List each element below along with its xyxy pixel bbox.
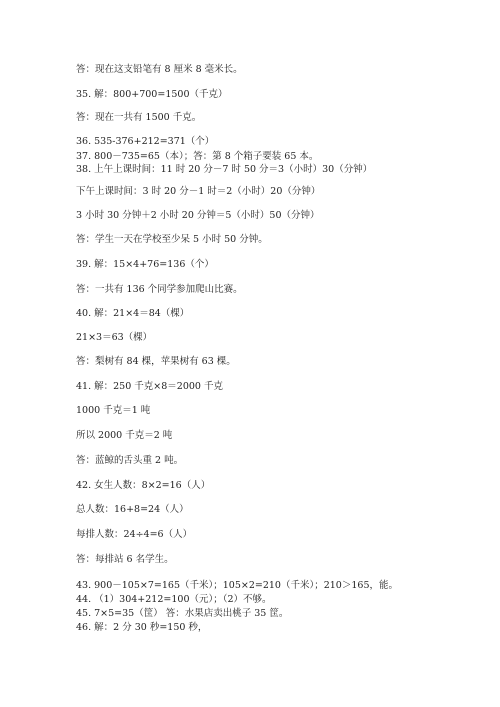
text-line: 44. （1）304+212=100（元）；（2）不够。 <box>76 594 272 605</box>
text-line: 3 小时 30 分钟＋2 小时 20 分钟＝5（小时）50（分钟） <box>76 210 320 221</box>
text-line: 45. 7×5=35（筐） 答：水果店卖出桃子 35 筐。 <box>76 608 289 619</box>
text-line: 答：现在一共有 1500 千克。 <box>76 112 202 123</box>
text-line: 答：蓝鲸的舌头重 2 吨。 <box>76 455 184 466</box>
text-line: 38. 上午上课时间：11 时 20 分－7 时 50 分＝3（小时）30（分钟） <box>76 164 373 175</box>
text-line: 36. 535-376+212=371（个） <box>76 136 215 147</box>
text-line: 42. 女生人数：8×2=16（人） <box>76 480 211 491</box>
text-line: 39. 解：15×4+76=136（个） <box>76 259 214 270</box>
text-line: 35. 解：800+700=1500（千克） <box>76 89 228 100</box>
text-line: 每排人数：24÷4=6（人） <box>76 529 193 540</box>
text-line: 答：梨树有 84 棵，苹果树有 63 棵。 <box>76 356 236 367</box>
text-line: 1000 千克＝1 吨 <box>76 405 151 416</box>
text-line: 43. 900－105×7=165（千米）；105×2=210（千米）；210＞165，能。 <box>76 580 398 591</box>
text-line: 答：一共有 136 个同学参加爬山比赛。 <box>76 284 243 295</box>
text-line: 40. 解：21×4＝84（棵） <box>76 308 190 319</box>
text-line: 答：现在这支铅笔有 8 厘米 8 毫米长。 <box>76 64 243 75</box>
text-line: 答：每排站 6 名学生。 <box>76 554 174 565</box>
text-line: 所以 2000 千克＝2 吨 <box>76 430 173 441</box>
text-line: 41. 解：250 千克×8＝2000 千克 <box>76 381 223 392</box>
text-line: 21×3＝63（棵） <box>76 332 153 343</box>
text-line: 总人数：16+8=24（人） <box>76 504 189 515</box>
text-line: 答：学生一天在学校至少呆 5 小时 50 分钟。 <box>76 234 268 245</box>
text-line: 37. 800－735=65（本）；答：第 8 个箱子要装 65 本。 <box>76 151 319 162</box>
text-line: 下午上课时间：3 时 20 分－1 时＝2（小时）20（分钟） <box>76 186 321 197</box>
text-line: 46. 解：2 分 30 秒=150 秒， <box>76 622 208 633</box>
